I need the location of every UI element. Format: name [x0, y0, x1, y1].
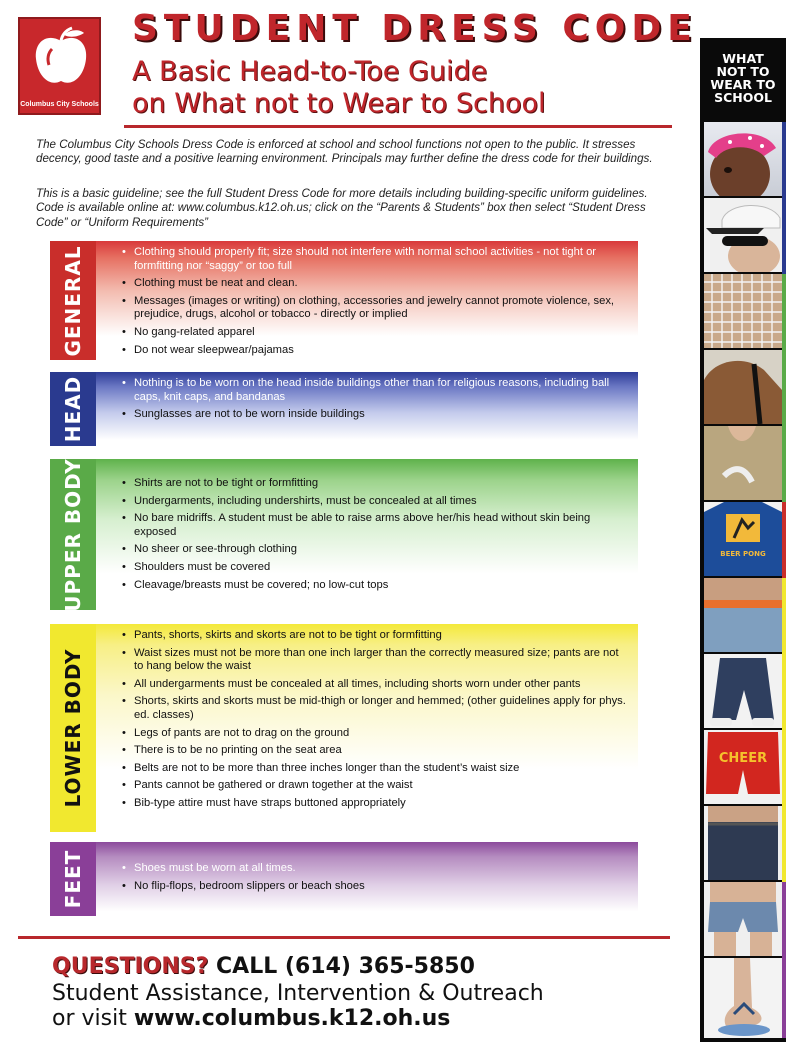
strip-edge-feet — [782, 882, 786, 1038]
apple-icon — [28, 25, 94, 91]
list-item: • Pants cannot be gathered or drawn together at the waist — [134, 779, 630, 793]
section-label-text: GENERAL — [61, 244, 85, 357]
photo-flip-flop — [704, 958, 782, 1038]
section-label-lower-body — [50, 624, 96, 832]
section-label-head — [50, 372, 96, 446]
section-label-text: HEAD — [61, 375, 85, 443]
photo-low-top — [704, 426, 782, 500]
photo-cheer-shorts — [704, 730, 782, 804]
section-body-feet — [96, 842, 638, 916]
cap-sunglasses-icon — [704, 198, 782, 272]
strip-title-line: WEAR TO — [710, 77, 776, 92]
list-item: • Sunglasses are not to be worn inside buildings — [134, 408, 630, 422]
questions-line — [52, 954, 475, 979]
list-item: • All undergarments must be concealed at all times, including shorts worn under other pants — [134, 678, 630, 692]
bandana-icon — [704, 122, 782, 196]
photo-bandana — [704, 122, 782, 196]
rule-list — [96, 842, 638, 893]
list-item: • Shoes must be worn at all times. — [134, 862, 630, 876]
questions-label: QUESTIONS? — [52, 954, 209, 979]
photo-graphic-shirt — [704, 502, 782, 576]
low-rise-jeans-icon — [704, 806, 782, 880]
intro-paragraph-1: The Columbus City Schools Dress Code is enforced at school and school functions not open to the public. It stresses decency, good taste and a positive learning environment. Principals may further define the dress code for their buildings. — [36, 138, 653, 166]
list-item: • Clothing should properly fit; size should not interfere with normal school activities - not tight or formfitting nor “saggy” or too full — [134, 246, 630, 273]
strip-title-line: NOT TO — [716, 64, 770, 79]
list-item: • Legs of pants are not to drag on the ground — [134, 727, 630, 741]
list-item: • Shorts, skirts and skorts must be mid-thigh or longer and hemmed; (other guidelines apply for phys. ed. classes) — [134, 695, 630, 722]
strip-edge-upper — [782, 274, 786, 502]
rule-list — [96, 459, 638, 592]
list-item: • There is to be no printing on the seat area — [134, 744, 630, 758]
section-body-head — [96, 372, 638, 446]
photo-low-rise-jeans — [704, 806, 782, 880]
list-item: • No gang-related apparel — [134, 326, 630, 340]
section-body-lower-body — [96, 624, 638, 832]
photo-mesh-top — [704, 274, 782, 348]
list-item: • Shoulders must be covered — [134, 561, 630, 575]
list-item: • Belts are not to be more than three inches longer than the student’s waist size — [134, 762, 630, 776]
subtitle-line-1: A Basic Head-to-Toe Guide — [132, 56, 488, 87]
section-label-text: UPPER BODY — [61, 457, 85, 612]
page-subtitle — [132, 56, 546, 120]
list-item: • Clothing must be neat and clean. — [134, 277, 630, 291]
section-head — [50, 372, 638, 446]
strip-title-line: SCHOOL — [714, 90, 772, 105]
low-jeans-icon — [704, 578, 782, 652]
list-item: • Waist sizes must not be more than one inch larger than the correctly measured size; pants are not to hang below the waist — [134, 647, 630, 674]
photo-sagging-pants — [704, 654, 782, 728]
cheer-shorts-icon — [704, 730, 782, 804]
list-item: • Cleavage/breasts must be covered; no low-cut tops — [134, 579, 630, 593]
intro-paragraph-2: This is a basic guideline; see the full Student Dress Code for more details including building-specific uniform guidelines. Code is available online at: www.columbus.k12.oh.us; click on the “Parents & Students” box then select “Student Dress Code” or “Uniform Requirements” — [36, 187, 648, 229]
strip-title — [700, 52, 786, 104]
shoulder-icon — [704, 350, 782, 424]
photo-bare-shoulder — [704, 350, 782, 424]
list-item: • No bare midriffs. A student must be able to raise arms above her/his head without skin being exposed — [134, 512, 630, 539]
section-label-feet — [50, 842, 96, 916]
header-divider — [124, 125, 672, 128]
flip-flop-icon — [704, 958, 782, 1038]
list-item: • Undergarments, including undershirts, must be concealed at all times — [134, 495, 630, 509]
list-item: • Nothing is to be worn on the head inside buildings other than for religious reasons, including ball caps, knit caps, and bandanas — [134, 377, 630, 404]
section-label-upper-body — [50, 459, 96, 610]
rule-list — [96, 624, 638, 811]
photo-cap-sunglasses — [704, 198, 782, 272]
call-phone: CALL (614) 365-5850 — [216, 954, 475, 979]
list-item: • Shirts are not to be tight or formfitting — [134, 477, 630, 491]
logo-text: Columbus City Schools — [20, 101, 99, 108]
photo-short-shorts — [704, 882, 782, 956]
website-link[interactable]: www.columbus.k12.oh.us — [133, 1006, 451, 1031]
footer-divider — [18, 936, 670, 939]
shirt-text: BEER PONG — [720, 550, 766, 558]
section-label-text: LOWER BODY — [61, 648, 85, 808]
graphic-shirt-icon — [704, 502, 782, 576]
subtitle-line-2: on What not to Wear to School — [132, 88, 546, 119]
strip-edge-general — [782, 502, 786, 578]
low-top-icon — [704, 426, 782, 500]
list-item: • Messages (images or writing) on clothing, accessories and jewelry cannot promote violence, sex, prejudice, drugs, alcohol or tobacco - directly or implied — [134, 295, 630, 322]
photo-low-jeans — [704, 578, 782, 652]
section-feet — [50, 842, 638, 916]
section-label-text: FEET — [61, 849, 85, 909]
mesh-top-icon — [704, 274, 782, 348]
section-lower-body — [50, 624, 638, 832]
section-body-upper-body — [96, 459, 638, 610]
section-body-general — [96, 241, 638, 360]
what-not-to-wear-strip — [700, 38, 786, 1042]
shorts-text: CHEER — [718, 751, 768, 766]
list-item: • No flip-flops, bedroom slippers or beach shoes — [134, 880, 630, 894]
rule-list — [96, 241, 638, 357]
district-logo — [18, 17, 101, 115]
rule-list — [96, 372, 638, 422]
assistance-text: Student Assistance, Intervention & Outreach — [52, 981, 544, 1006]
section-upper-body — [50, 459, 638, 610]
section-general — [50, 241, 638, 360]
section-label-general — [50, 241, 96, 360]
strip-edge-lower — [782, 578, 786, 882]
page-title: STUDENT DRESS CODE — [132, 8, 698, 49]
strip-edge-head — [782, 122, 786, 274]
visit-prefix: or visit — [52, 1006, 127, 1031]
list-item: • No sheer or see-through clothing — [134, 543, 630, 557]
list-item: • Pants, shorts, skirts and skorts are not to be tight or formfitting — [134, 629, 630, 643]
short-shorts-icon — [704, 882, 782, 956]
list-item: • Bib-type attire must have straps buttoned appropriately — [134, 797, 630, 811]
strip-title-line: WHAT — [722, 51, 764, 66]
list-item: • Do not wear sleepwear/pajamas — [134, 344, 630, 358]
sagging-pants-icon — [704, 654, 782, 728]
visit-line — [52, 1006, 450, 1031]
